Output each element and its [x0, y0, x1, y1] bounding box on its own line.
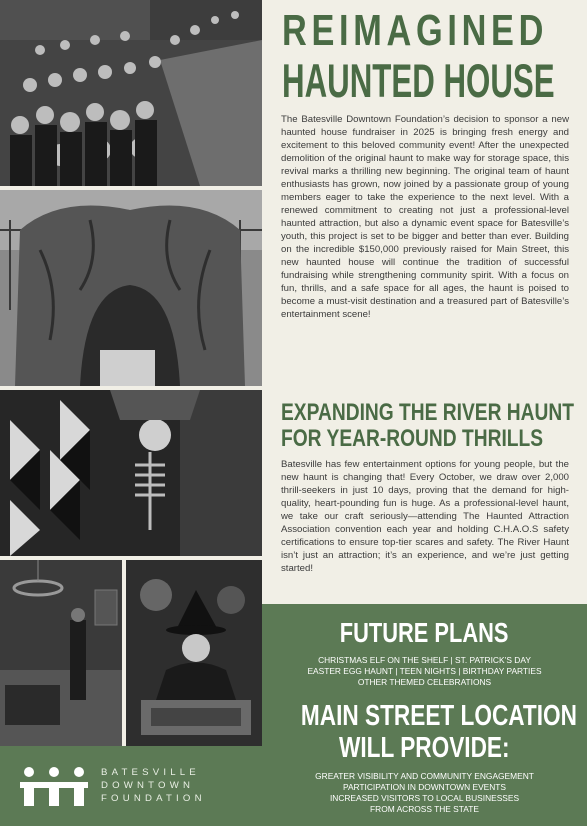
- photo-column: [0, 0, 262, 826]
- section-heading: [281, 399, 574, 452]
- haunt-cave-prop-photo: [0, 190, 262, 386]
- section-heading-line1: EXPANDING THE RIVER HAUNT: [281, 399, 574, 426]
- main-street-line: GREATER VISIBILITY AND COMMUNITY ENGAGEMENT: [315, 771, 534, 781]
- foundation-logo-text: BATESVILLE DOWNTOWN FOUNDATION: [101, 767, 206, 804]
- page-title-line2: HAUNTED HOUSE: [282, 54, 555, 107]
- future-plans-list: [262, 655, 587, 688]
- crowd-photo: [0, 0, 262, 186]
- page-title-line1: REIMAGINED: [282, 6, 549, 55]
- future-plan-line: OTHER THEMED CELEBRATIONS: [357, 677, 492, 687]
- haunt-room-photo: [0, 560, 122, 746]
- section-heading-line2: FOR YEAR-ROUND THRILLS: [281, 425, 544, 452]
- main-street-line: PARTICIPATION IN DOWNTOWN EVENTS: [342, 782, 506, 792]
- main-street-line: FROM ACROSS THE STATE: [370, 804, 479, 814]
- witch-photo: [126, 560, 262, 746]
- main-street-line: INCREASED VISITORS TO LOCAL BUSINESSES: [329, 793, 520, 803]
- main-street-list: [262, 771, 587, 815]
- future-plans-heading: FUTURE PLANS: [340, 617, 509, 648]
- main-street-heading: MAIN STREET LOCATION WILL PROVIDE:: [300, 700, 577, 764]
- future-plan-line: EASTER EGG HAUNT | TEEN NIGHTS | BIRTHDAY PARTIES: [307, 666, 542, 676]
- section-paragraph: Batesville has few entertainment options for young people, but the new haunt is changing that! Every October, we draw over 2,000 thrill-seekers in just 10 days, proving that the demand for high-quality, heart-pounding fun is huge. As a professional-level haunt, we take our craft seriously—attending The Haunted Attraction Association convention each year and holding C.H.A.O.S safety certifications to ensure top-tier scares and safety. The River Haunt isn’t just an attraction; it’s an experience, and we’re just getting started!: [281, 459, 569, 574]
- jester-skeleton-photo: [0, 390, 262, 556]
- future-plan-line: CHRISTMAS ELF ON THE SHELF | ST. PATRICK’S DAY: [318, 655, 531, 665]
- foundation-logo-icon: [18, 764, 90, 813]
- intro-paragraph: The Batesville Downtown Foundation’s decision to sponsor a new haunted house fundraiser in 2025 is bringing fresh energy and excitement to this beloved community event! After the unexpected demolition of the original haunt to make way for storage space, this revival marks a thrilling new beginning. The original team of haunt enthusiasts has grown, now joined by a passionate group of young members eager to take the experience to the next level. With a renewed commitment to creating not just a professional-level haunted attraction, but also a dynamic event space for Batesville’s youth, this project is set to be bigger and better than ever. Building on the incredible $150,000 previously raised for Main Street, this new haunted house will continue the tradition of successful fundraising while strengthening community spirit. With a focus on fun, thrills, and a safe space for all ages, the haunt is poised to become a must-visit destination and a treasured part of Batesville’s entertainment scene!: [281, 114, 569, 320]
